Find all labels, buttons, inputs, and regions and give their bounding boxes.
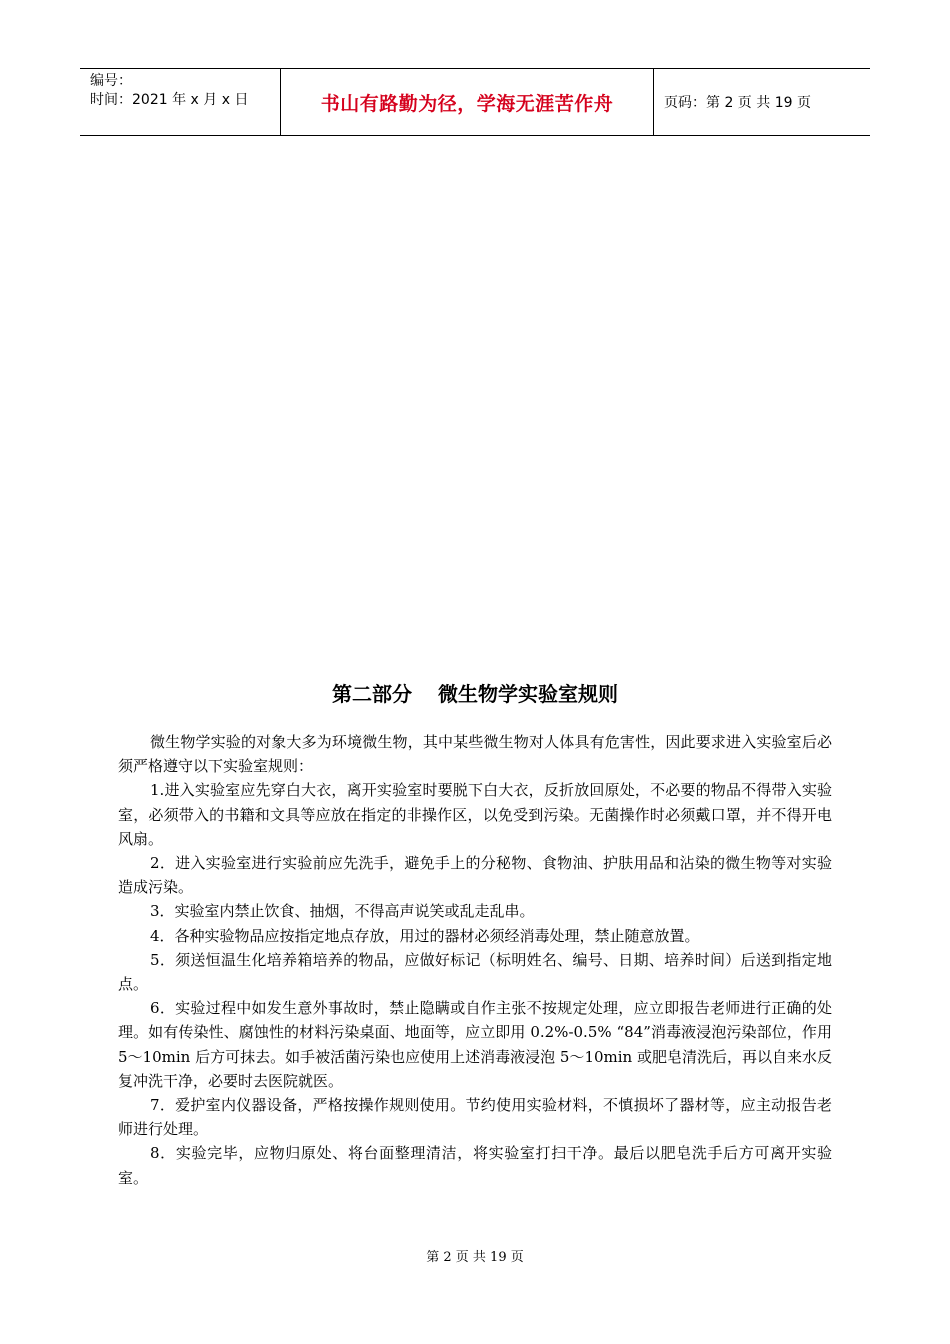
- header-page-info: 页码：第 2 页 共 19 页: [664, 95, 811, 111]
- header-meta-cell: [80, 69, 281, 135]
- rule-paragraph: 2．进入实验室进行实验前应先洗手，避免手上的分秘物、食物油、护肤用品和沾染的微生物等对实验造成污染。: [118, 854, 832, 897]
- rule-paragraph: 4．各种实验物品应按指定地点存放，用过的器材必须经消毒处理，禁止随意放置。: [150, 926, 700, 945]
- rule-paragraph: 6．实验过程中如发生意外事故时，禁止隐瞒或自作主张不按规定处理，应立即报告老师进行正确的处理。如有传染性、腐蚀性的材料污染桌面、地面等，应立即用 0.2%-0.5% “84”消毒液浸泡污染部位，作用 5～10min 后方可抹去。如手被活菌污染也应使用上述消毒液浸泡 5～10min 或肥皂清洗后，再以自来水反复冲洗干净，必要时去医院就医。: [118, 999, 832, 1090]
- page-footer: 第 2 页 共 19 页: [426, 1250, 524, 1265]
- rule-paragraph: 3．实验室内禁止饮食、抽烟，不得高声说笑或乱走乱串。: [150, 902, 535, 921]
- rule-paragraph: 7．爱护室内仪器设备，严格按操作规则使用。节约使用实验材料，不慎损坏了器材等，应主动报告老师进行处理。: [118, 1096, 832, 1139]
- time-label: 时间：2021 年 x 月 x 日: [90, 92, 249, 108]
- rule-paragraph: 8．实验完毕，应物归原处、将台面整理清洁，将实验室打扫干净。最后以肥皂洗手后方可离开实验室。: [118, 1144, 832, 1187]
- title-name: 微生物学实验室规则: [438, 682, 618, 706]
- page-title: [0, 678, 950, 707]
- number-label: 编号：: [90, 73, 132, 89]
- intro-paragraph: 微生物学实验的对象大多为环境微生物，其中某些微生物对人体具有危害性，因此要求进入实验室后必须严格遵守以下实验室规则：: [118, 733, 832, 776]
- rule-paragraph: 5．须送恒温生化培养箱培养的物品，应做好标记（标明姓名、编号、日期、培养时间）后送到指定地点。: [118, 950, 832, 994]
- page-header: [80, 68, 870, 136]
- title-part: 第二部分: [332, 682, 412, 706]
- header-motto: 书山有路勤为径，学海无涯苦作舟: [281, 69, 654, 135]
- rule-paragraph: 1.进入实验室应先穿白大衣，离开实验室时要脱下白大衣，反折放回原处，不必要的物品不得带入实验室，必须带入的书籍和文具等应放在指定的非操作区，以免受到污染。无菌操作时必须戴口罩，并不得开电风扇。: [118, 781, 832, 848]
- rules-body: [118, 730, 832, 1190]
